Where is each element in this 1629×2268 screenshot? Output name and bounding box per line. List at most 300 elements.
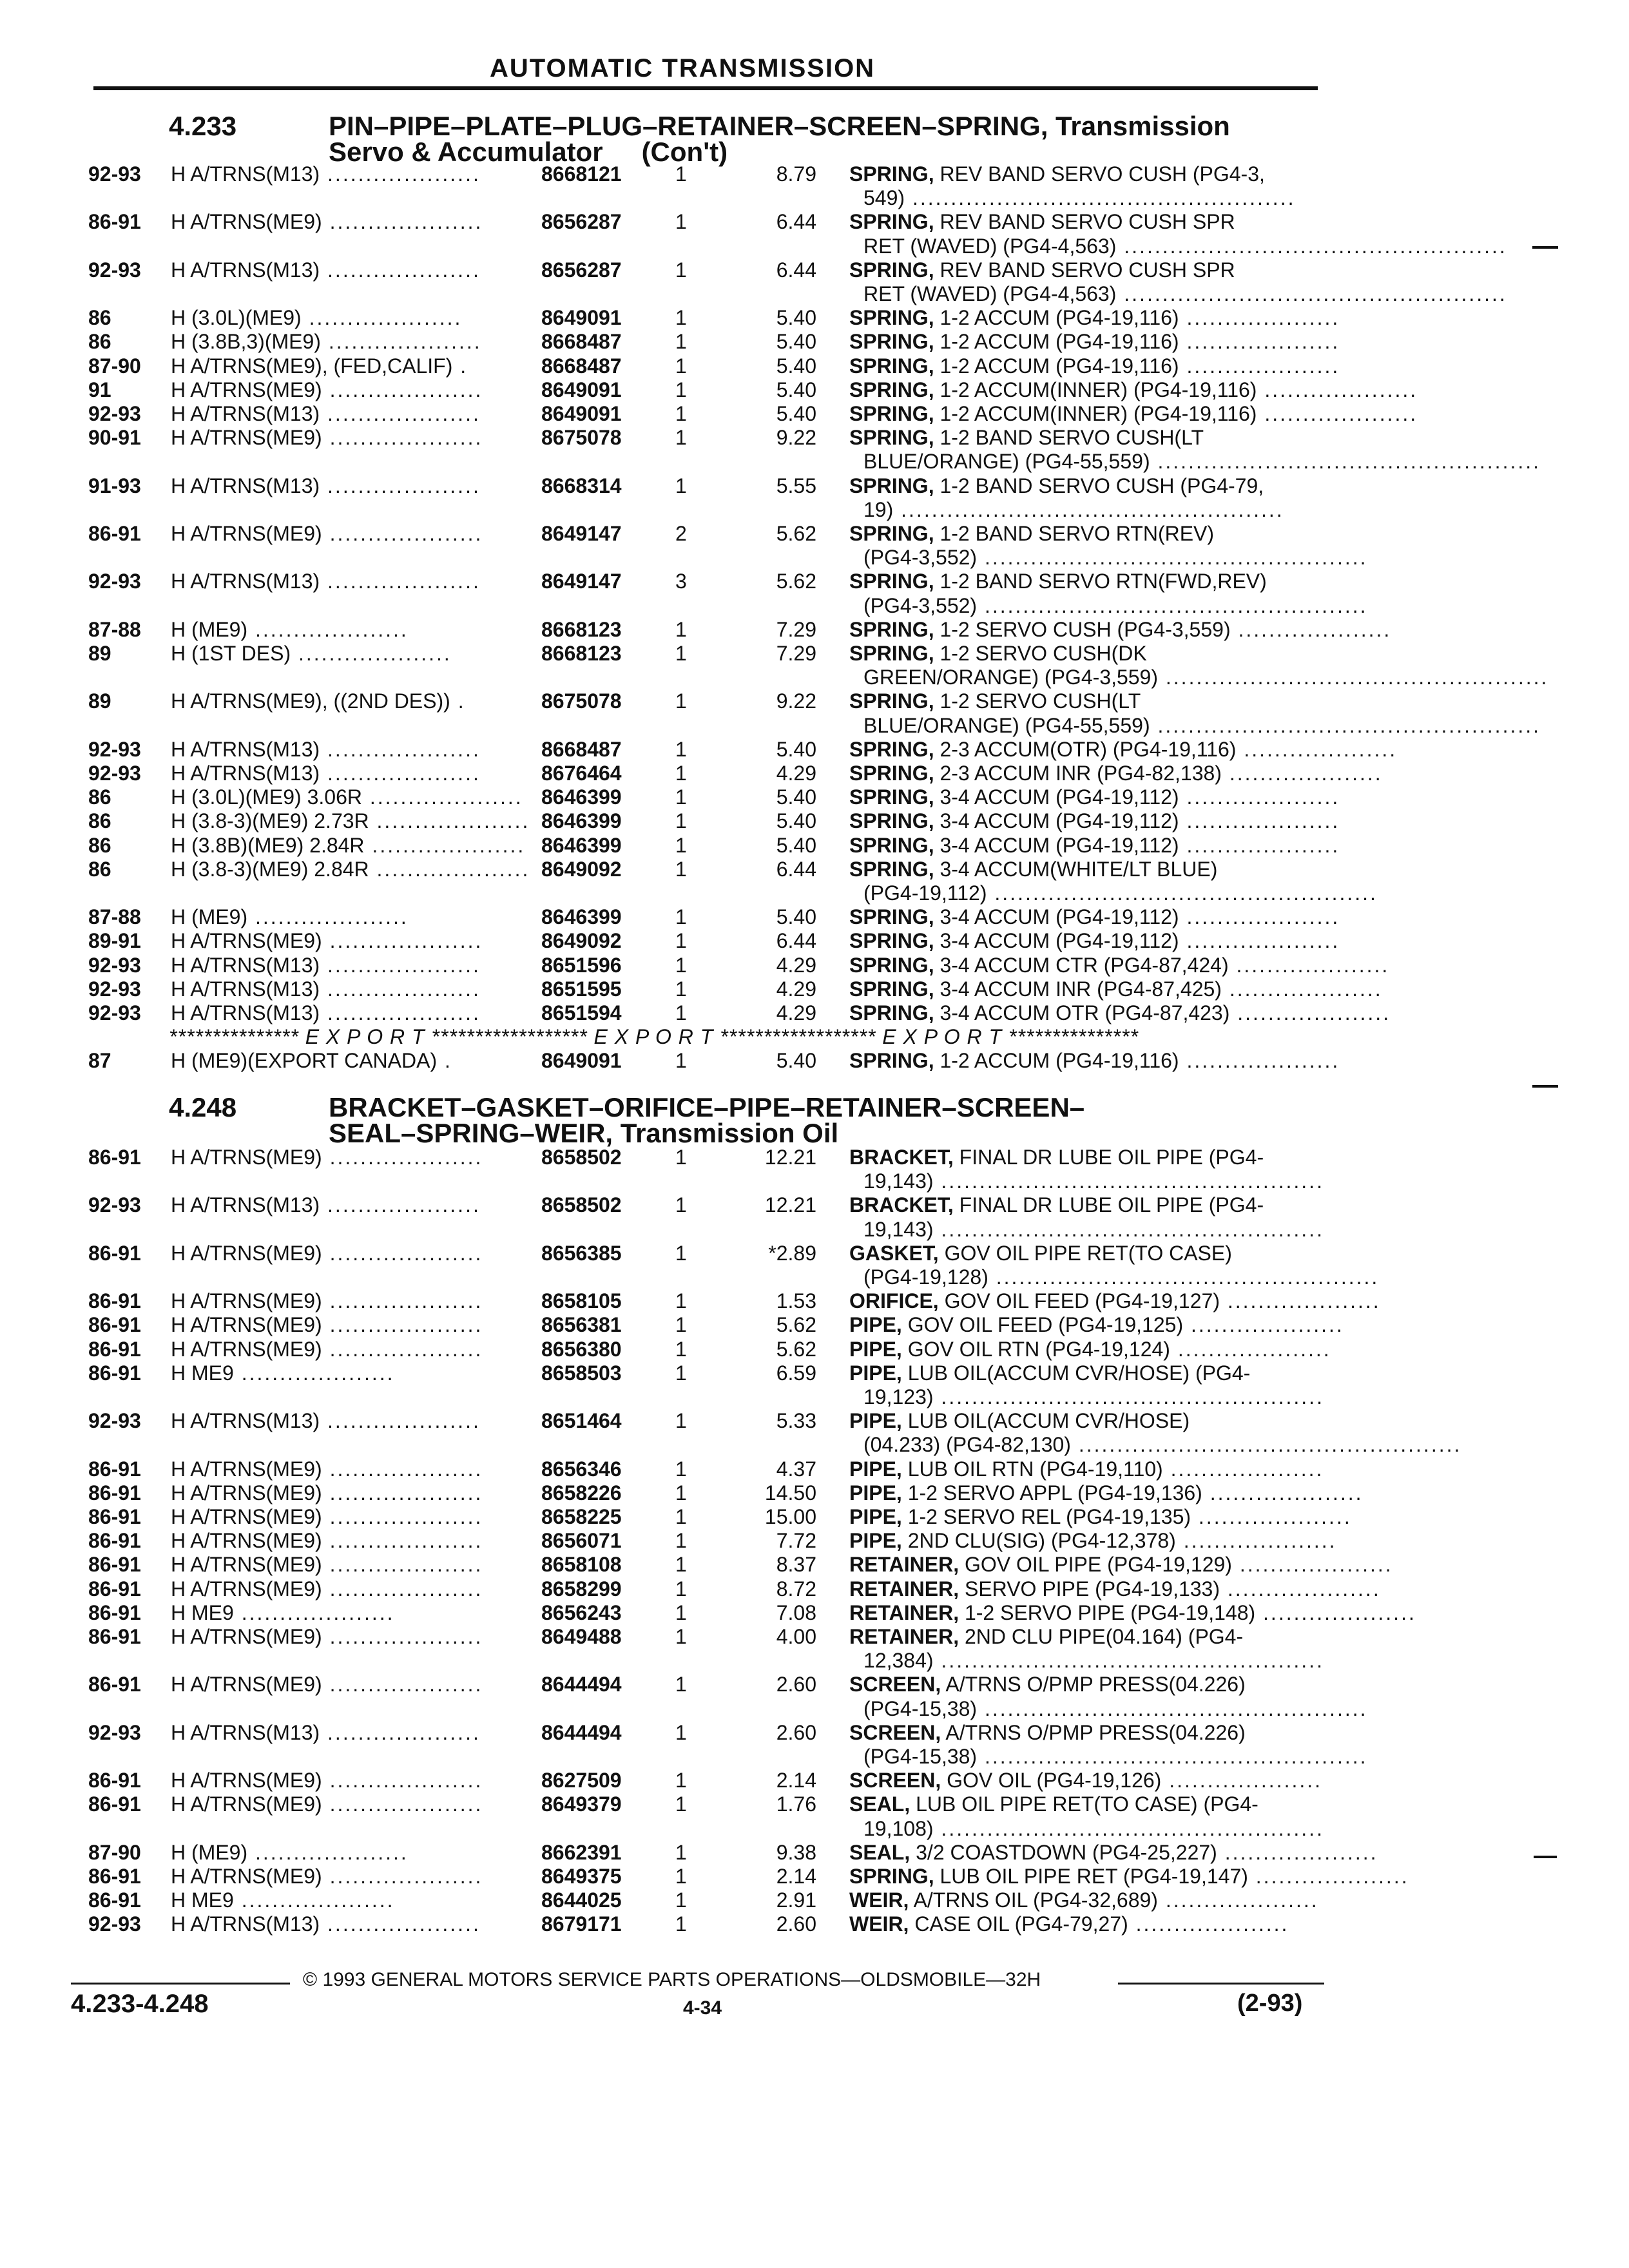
part-name: RETAINER, — [849, 1625, 959, 1648]
application — [171, 1049, 519, 1073]
parts-row — [0, 905, 1340, 929]
description-text: REV BAND SERVO CUSH (PG4-3, — [940, 162, 1265, 186]
description-text: 1-2 ACCUM (PG4-19,116) — [940, 354, 1179, 378]
part-name: SPRING, — [849, 762, 934, 785]
parts-row — [0, 1841, 1378, 1865]
description — [849, 1673, 1320, 1696]
application — [171, 1769, 519, 1792]
description-text: A/TRNS O/PMP PRESS(04.226) — [945, 1721, 1246, 1744]
leader-dots: .................... — [233, 1361, 395, 1385]
application-text: H A/TRNS(M13) — [171, 162, 320, 186]
price: 5.40 — [776, 330, 816, 353]
part-name: WEIR, — [849, 1912, 909, 1936]
leader-dots: .................... — [322, 929, 483, 952]
application — [171, 570, 519, 593]
description-text-2: (04.233) (PG4-82,130) — [863, 1433, 1071, 1456]
part-number: 8649092 — [541, 929, 622, 952]
leader-dots: .................... — [1221, 762, 1383, 785]
application — [171, 858, 530, 881]
price: 5.33 — [776, 1409, 816, 1432]
leader-dots: .................... — [1179, 306, 1340, 329]
application-text: H A/TRNS(ME9) — [171, 522, 322, 545]
part-number: 8649375 — [541, 1865, 622, 1888]
price: 2.14 — [776, 1865, 816, 1888]
description-text: 1-2 ACCUM (PG4-19,116) — [940, 306, 1179, 329]
part-number: 8658299 — [541, 1577, 622, 1600]
price: 5.62 — [776, 570, 816, 593]
leader-dots: .................... — [233, 1888, 395, 1912]
application-text: H A/TRNS(M13) — [171, 570, 320, 593]
leader-dots: .................... — [1162, 1457, 1324, 1481]
description-text: LUB OIL PIPE RET(TO CASE) (PG4- — [916, 1792, 1258, 1816]
model-years: 86-91 — [88, 1865, 141, 1888]
part-name: PIPE, — [849, 1313, 902, 1336]
application-text: H A/TRNS(M13) — [171, 762, 320, 785]
model-years: 86-91 — [88, 1289, 141, 1312]
quantity: 1 — [675, 1049, 687, 1072]
application — [171, 1792, 519, 1816]
model-years: 86-91 — [88, 1242, 141, 1265]
price: 5.40 — [776, 809, 816, 832]
quantity: 3 — [675, 570, 687, 593]
quantity: 1 — [675, 834, 687, 857]
leader-dots: .................... — [322, 1457, 483, 1481]
parts-row-continuation — [0, 666, 1549, 689]
price: 4.29 — [776, 1001, 816, 1024]
price: 5.40 — [776, 905, 816, 928]
application-text: H (3.8B,3)(ME9) — [171, 330, 321, 353]
model-years: 92-93 — [88, 1001, 141, 1024]
price: 1.76 — [776, 1792, 816, 1816]
price: 7.29 — [776, 618, 816, 641]
model-years: 86 — [88, 858, 111, 881]
description-continuation — [863, 666, 1549, 689]
description-continuation — [863, 1745, 1368, 1769]
parts-row — [0, 642, 1327, 666]
leader-dots: .................... — [322, 522, 483, 545]
leader-dots: .................................................. — [977, 546, 1368, 569]
application — [171, 1841, 519, 1865]
application-text: H A/TRNS(ME9) — [171, 1577, 322, 1600]
model-years: 86-91 — [88, 1481, 141, 1504]
model-years: 86-91 — [88, 1505, 141, 1528]
application-text: H A/TRNS(ME9) — [171, 1338, 322, 1361]
description-continuation — [863, 1265, 1380, 1289]
parts-row — [0, 378, 1418, 402]
part-name: SPRING, — [849, 378, 934, 401]
description-text: 1-2 BAND SERVO CUSH(LT — [940, 426, 1204, 449]
leader-dots: .................... — [320, 1912, 481, 1936]
application-text: H A/TRNS(ME9) — [171, 1865, 322, 1888]
application-text: H A/TRNS(ME9) — [171, 1505, 322, 1528]
description-text: 1-2 ACCUM(INNER) (PG4-19,116) — [940, 402, 1257, 425]
description — [849, 762, 1383, 785]
parts-row — [0, 258, 1327, 282]
model-years: 92-93 — [88, 162, 141, 186]
leader-dots: .................... — [322, 1577, 483, 1600]
part-name: SPRING, — [849, 618, 934, 641]
leader-dots: .................... — [1179, 905, 1340, 928]
model-years: 90-91 — [88, 426, 141, 449]
part-number: 8651594 — [541, 1001, 622, 1024]
description-continuation — [863, 594, 1368, 618]
leader-dots: .................... — [1179, 834, 1340, 857]
description-continuation — [863, 282, 1507, 306]
application — [171, 1721, 519, 1745]
part-name: SPRING, — [849, 330, 934, 353]
model-years: 92-93 — [88, 977, 141, 1001]
leader-dots: .................... — [322, 1289, 483, 1312]
header-rule — [93, 86, 1318, 90]
part-number: 8668487 — [541, 330, 622, 353]
leader-dots: .................... — [320, 330, 482, 353]
model-years: 86-91 — [88, 1338, 141, 1361]
footer-copyright: © 1993 GENERAL MOTORS SERVICE PARTS OPERATIONS—OLDSMOBILE—32H — [303, 1969, 1041, 1990]
application-text: H A/TRNS(ME9) — [171, 1625, 322, 1648]
parts-row — [0, 210, 1327, 234]
part-name: SPRING, — [849, 402, 934, 425]
application — [171, 1361, 519, 1385]
part-name: SPRING, — [849, 954, 934, 977]
description-text: GOV OIL FEED (PG4-19,127) — [944, 1289, 1220, 1312]
description-text-2: BLUE/ORANGE) (PG4-55,559) — [863, 450, 1150, 473]
description-text: 1-2 ACCUM(INNER) (PG4-19,116) — [940, 378, 1257, 401]
application — [171, 977, 519, 1001]
leader-dots: .................... — [320, 954, 481, 977]
description — [849, 474, 1320, 498]
parts-row — [0, 1553, 1393, 1577]
application-text: H ME9 — [171, 1601, 234, 1624]
description — [849, 162, 1320, 186]
part-name: SPRING, — [849, 426, 934, 449]
parts-row — [0, 570, 1327, 593]
parts-row-continuation — [0, 881, 1378, 905]
application-text: H A/TRNS(M13) — [171, 402, 320, 425]
leader-dots: .................... — [320, 402, 481, 425]
description — [849, 642, 1320, 666]
leader-dots: .................................................. — [1070, 1433, 1462, 1456]
parts-row — [0, 1601, 1416, 1625]
leader-dots: .................... — [364, 834, 526, 857]
quantity: 1 — [675, 1361, 687, 1385]
leader-dots: .................... — [1179, 809, 1340, 832]
application — [171, 1001, 519, 1025]
part-name: SPRING, — [849, 1049, 934, 1072]
description — [849, 522, 1320, 546]
parts-row-continuation — [0, 1218, 1327, 1242]
quantity: 1 — [675, 1338, 687, 1361]
part-number: 8662391 — [541, 1841, 622, 1864]
price: 6.44 — [776, 858, 816, 881]
leader-dots: .................... — [1179, 354, 1340, 378]
quantity: 1 — [675, 1242, 687, 1265]
part-number: 8646399 — [541, 785, 622, 809]
model-years: 92-93 — [88, 762, 141, 785]
description-text: FINAL DR LUBE OIL PIPE (PG4- — [959, 1146, 1264, 1169]
price: 7.08 — [776, 1601, 816, 1624]
price: 4.00 — [776, 1625, 816, 1648]
application — [171, 378, 519, 402]
application — [171, 809, 530, 833]
part-name: BRACKET, — [849, 1193, 954, 1216]
application — [171, 1912, 519, 1936]
description-text-2: 19,123) — [863, 1385, 934, 1408]
description-text-2: 19) — [863, 498, 894, 521]
application-text: H (3.0L)(ME9) — [171, 306, 302, 329]
quantity: 1 — [675, 1769, 687, 1792]
description-text-2: (PG4-3,552) — [863, 594, 978, 617]
parts-row — [0, 785, 1340, 809]
parts-row — [0, 1457, 1327, 1481]
price: 5.40 — [776, 354, 816, 378]
price: 6.44 — [776, 929, 816, 952]
section-subtitle: Servo & Accumulator — [329, 137, 603, 167]
part-name: PIPE, — [849, 1409, 902, 1432]
model-years: 89-91 — [88, 929, 141, 952]
description — [849, 1338, 1331, 1361]
description — [849, 1792, 1320, 1816]
leader-dots: .................................................. — [987, 881, 1378, 905]
parts-row — [0, 402, 1418, 426]
application-text: H A/TRNS(ME9) — [171, 1553, 322, 1576]
parts-row — [0, 1625, 1327, 1649]
part-name: SPRING, — [849, 1001, 934, 1024]
leader-dots: .................... — [1175, 1529, 1337, 1552]
leader-dots: .................... — [322, 1529, 483, 1552]
leader-dots: .................... — [320, 474, 481, 497]
price: 7.29 — [776, 642, 816, 665]
application — [171, 1673, 519, 1696]
part-name: PIPE, — [849, 1457, 902, 1481]
application-text: H (3.8-3)(ME9) 2.73R — [171, 809, 369, 832]
parts-row-continuation — [0, 235, 1507, 258]
leader-dots: .................... — [1183, 1313, 1344, 1336]
description — [849, 1625, 1320, 1649]
parts-row-continuation — [0, 450, 1541, 474]
quantity: 1 — [675, 1865, 687, 1888]
parts-row — [0, 834, 1340, 858]
description — [849, 1529, 1337, 1553]
model-years: 86-91 — [88, 210, 141, 233]
description — [849, 929, 1340, 953]
description-text: 3-4 ACCUM (PG4-19,112) — [940, 785, 1179, 809]
quantity: 1 — [675, 1529, 687, 1552]
description-continuation — [863, 1817, 1324, 1841]
description-continuation — [863, 881, 1378, 905]
page-title: AUTOMATIC TRANSMISSION — [490, 54, 876, 82]
price: 8.37 — [776, 1553, 816, 1576]
application-text: H A/TRNS(M13) — [171, 1193, 320, 1216]
application-text: H A/TRNS(ME9) — [171, 1673, 322, 1696]
model-years: 89 — [88, 642, 111, 665]
application-text: H (3.8-3)(ME9) 2.84R — [171, 858, 369, 881]
part-name: SPRING, — [849, 306, 934, 329]
model-years: 92-93 — [88, 402, 141, 425]
description-text: 3-4 ACCUM (PG4-19,112) — [940, 929, 1179, 952]
leader-dots: .................... — [322, 1338, 483, 1361]
footer-date: (2-93) — [1237, 1990, 1303, 2017]
part-name: SCREEN, — [849, 1673, 941, 1696]
application — [171, 905, 519, 929]
leader-dots: .................................................. — [977, 1745, 1368, 1768]
application-text: H (ME9)(EXPORT CANADA) — [171, 1049, 438, 1072]
part-name: PIPE, — [849, 1361, 902, 1385]
description-text: LUB OIL PIPE RET (PG4-19,147) — [940, 1865, 1248, 1888]
price: 9.38 — [776, 1841, 816, 1864]
quantity: 1 — [675, 402, 687, 425]
part-number: 8644025 — [541, 1888, 622, 1912]
application — [171, 1865, 519, 1888]
description — [849, 306, 1340, 330]
parts-row-continuation — [0, 1433, 1462, 1457]
section-number: 4.233 — [169, 111, 237, 141]
part-name: SPRING, — [849, 1865, 934, 1888]
leader-dots: .................... — [361, 785, 523, 809]
description — [849, 1146, 1320, 1169]
parts-row-continuation — [0, 1169, 1327, 1193]
description — [849, 954, 1390, 977]
description-text: 3/2 COASTDOWN (PG4-25,227) — [916, 1841, 1217, 1864]
application-text: H A/TRNS(M13) — [171, 474, 320, 497]
part-number: 8675078 — [541, 689, 622, 713]
application — [171, 1409, 519, 1433]
quantity: 1 — [675, 306, 687, 329]
price: 2.60 — [776, 1912, 816, 1936]
leader-dots: .................... — [322, 426, 483, 449]
quantity: 2 — [675, 522, 687, 545]
description — [849, 785, 1340, 809]
parts-row — [0, 1049, 1340, 1073]
description-text: 1-2 BAND SERVO RTN(REV) — [940, 522, 1215, 545]
footer-rule-right — [1118, 1983, 1324, 1984]
part-number: 8658226 — [541, 1481, 622, 1504]
price: 5.40 — [776, 1049, 816, 1072]
leader-dots: .................... — [1191, 1505, 1352, 1528]
price: 5.40 — [776, 738, 816, 761]
quantity: 1 — [675, 905, 687, 928]
price: 2.14 — [776, 1769, 816, 1792]
margin-mark — [1532, 246, 1558, 249]
description-text: 2ND CLU PIPE(04.164) (PG4- — [964, 1625, 1244, 1648]
quantity: 1 — [675, 426, 687, 449]
parts-row — [0, 762, 1383, 785]
part-name: SPRING, — [849, 162, 934, 186]
part-number: 8656380 — [541, 1338, 622, 1361]
price: 5.62 — [776, 1313, 816, 1336]
leader-dots: .................... — [322, 1242, 483, 1265]
leader-dots: .................................................. — [977, 1697, 1368, 1720]
parts-row — [0, 809, 1340, 833]
quantity: 1 — [675, 858, 687, 881]
part-number: 8676464 — [541, 762, 622, 785]
description-text: 2-3 ACCUM INR (PG4-82,138) — [940, 762, 1222, 785]
application — [171, 929, 519, 953]
part-number: 8658502 — [541, 1193, 622, 1216]
model-years: 86-91 — [88, 1313, 141, 1336]
model-years: 92-93 — [88, 738, 141, 761]
description-text: REV BAND SERVO CUSH SPR — [940, 210, 1235, 233]
part-name: RETAINER, — [849, 1553, 959, 1576]
part-number: 8651595 — [541, 977, 622, 1001]
part-name: SCREEN, — [849, 1721, 941, 1744]
description-text-2: GREEN/ORANGE) (PG4-3,559) — [863, 666, 1158, 689]
description — [849, 1481, 1364, 1505]
model-years: 92-93 — [88, 570, 141, 593]
part-number: 8656381 — [541, 1313, 622, 1336]
description — [849, 378, 1418, 402]
application — [171, 1529, 519, 1553]
description-continuation — [863, 714, 1541, 738]
parts-row-continuation — [0, 1649, 1327, 1673]
description-continuation — [863, 498, 1320, 522]
leader-dots: .................... — [1219, 1289, 1381, 1312]
description-text: 1-2 BAND SERVO CUSH (PG4-79, — [940, 474, 1264, 497]
part-number: 8651596 — [541, 954, 622, 977]
model-years: 87-90 — [88, 1841, 141, 1864]
quantity: 1 — [675, 330, 687, 353]
model-years: 86-91 — [88, 1792, 141, 1816]
model-years: 86-91 — [88, 1888, 141, 1912]
application-text: H A/TRNS(ME9) — [171, 1457, 322, 1481]
leader-dots: .................... — [320, 738, 481, 761]
parts-row — [0, 1409, 1327, 1433]
quantity: 1 — [675, 1912, 687, 1936]
application-text: H A/TRNS(ME9) — [171, 1242, 322, 1265]
part-name: SPRING, — [849, 522, 934, 545]
quantity: 1 — [675, 1313, 687, 1336]
model-years: 86 — [88, 330, 111, 353]
leader-dots: .................... — [320, 762, 481, 785]
price: *2.89 — [768, 1242, 816, 1265]
part-number: 8668121 — [541, 162, 622, 186]
description-continuation — [863, 1649, 1324, 1673]
description — [849, 1841, 1378, 1865]
description-text: 3-4 ACCUM INR (PG4-87,425) — [940, 977, 1222, 1001]
leader-dots: . — [437, 1049, 452, 1072]
part-name: SEAL, — [849, 1792, 911, 1816]
description — [849, 1505, 1352, 1529]
quantity: 1 — [675, 1193, 687, 1216]
application-text: H ME9 — [171, 1888, 234, 1912]
application — [171, 1242, 519, 1265]
price: 5.62 — [776, 1338, 816, 1361]
application — [171, 330, 519, 354]
application-text: H A/TRNS(ME9), ((2ND DES)) — [171, 689, 450, 713]
description-text: SERVO PIPE (PG4-19,133) — [964, 1577, 1220, 1600]
leader-dots: .................... — [322, 1865, 483, 1888]
application — [171, 1625, 519, 1649]
parts-row-continuation — [0, 1265, 1380, 1289]
parts-row — [0, 1529, 1337, 1553]
leader-dots: .................... — [1179, 330, 1340, 353]
parts-row — [0, 689, 1327, 713]
description-text: GOV OIL PIPE (PG4-19,129) — [964, 1553, 1232, 1576]
description-continuation — [863, 235, 1507, 258]
application — [171, 1601, 519, 1625]
description-continuation — [863, 1385, 1324, 1409]
parts-row-continuation — [0, 498, 1327, 522]
parts-row — [0, 1792, 1327, 1816]
application-text: H A/TRNS(ME9) — [171, 1146, 322, 1169]
description-text-2: 12,384) — [863, 1649, 934, 1672]
application — [171, 834, 526, 858]
application-text: H A/TRNS(ME9) — [171, 426, 322, 449]
quantity: 1 — [675, 642, 687, 665]
description — [849, 1577, 1381, 1601]
leader-dots: .................... — [322, 378, 483, 401]
model-years: 92-93 — [88, 954, 141, 977]
leader-dots: .................................................. — [1150, 714, 1541, 737]
